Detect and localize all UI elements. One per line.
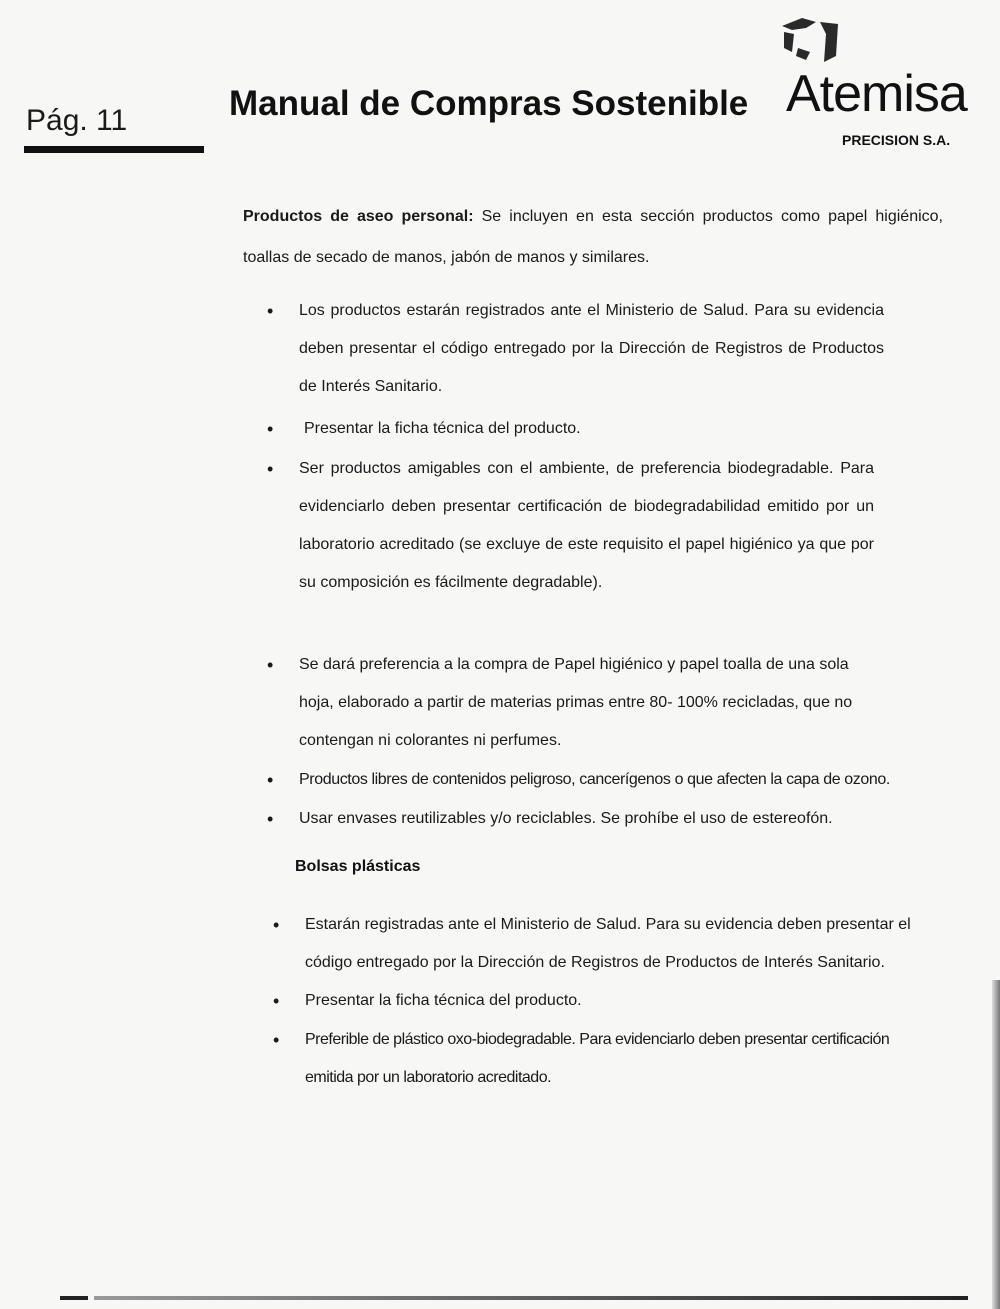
bullet-dot: • [267,301,274,321]
page-number-rule [24,146,204,153]
list-item [267,410,884,448]
list-item [267,761,949,799]
intro-paragraph [243,196,943,278]
list-item [267,292,884,406]
page-number: Pág. 11 [26,104,128,137]
document-title: Manual de Compras Sostenible [229,84,749,123]
logo-wordmark: Atemisa [786,65,967,123]
bullet-dot: • [273,915,280,935]
list-item [267,450,874,602]
list-item-text: Usar envases reutilizables y/o reciclables. Se prohíbe el uso de estereofón. [299,810,833,827]
list-item [273,906,945,982]
list-item [267,800,919,838]
bullet-dot: • [273,1030,279,1050]
list-item-text: Productos libres de contenidos peligroso, cancerígenos o que afecten la capa de ozono. [299,771,890,788]
logo-subtitle: PRECISION S.A. [842,132,951,148]
list-item [273,1021,941,1097]
bullet-dot: • [267,655,274,675]
bullet-dot: • [267,419,274,439]
bullet-dot: • [273,991,280,1011]
intro-text: Se incluyen en esta sección productos como papel higiénico, toallas de secado de manos, jabón de manos y similares. [243,208,943,266]
list-item-text: Ser productos amigables con el ambiente, de preferencia biodegradable. Para evidenciarlo deben presentar certificación de biodegradabilidad emitido por un laboratorio acreditado (se excluye de este requisito el papel higiénico ya que por su composición es fácilmente degradable). [299,460,874,591]
bullet-dot: • [267,459,274,479]
list-item-text: Presentar la ficha técnica del producto. [304,420,581,437]
company-logo [780,12,980,152]
list-item-text: Estarán registradas ante el Ministerio de Salud. Para su evidencia deben presentar el código entregado por la Dirección de Registros de Productos de Interés Sanitario. [305,916,911,971]
list-item-text: Presentar la ficha técnica del producto. [305,992,582,1009]
list-item [273,982,945,1020]
list-item-text: Los productos estarán registrados ante el Ministerio de Salud. Para su evidencia deben presentar el código entregado por la Dirección de Registros de Productos de Interés Sanitario. [299,302,884,395]
intro-lead: Productos de aseo personal: [243,208,474,225]
bullet-dot: • [267,770,273,790]
list-item-text: Se dará preferencia a la compra de Papel higiénico y papel toalla de una sola hoja, elaborado a partir de materias primas entre 80- 100% recicladas, que no contengan ni colorantes ni perfumes. [299,656,853,749]
scan-edge-shadow [992,980,1000,1309]
logo-mark-icon [780,12,860,66]
bullet-dot: • [267,809,274,829]
list-item [267,646,879,760]
section-subheading: Bolsas plásticas [295,858,421,875]
list-item-text: Preferible de plástico oxo-biodegradable. Para evidenciarlo deben presentar certificación emitida por un laboratorio acreditado. [305,1031,890,1086]
footer-rule [60,1296,968,1300]
